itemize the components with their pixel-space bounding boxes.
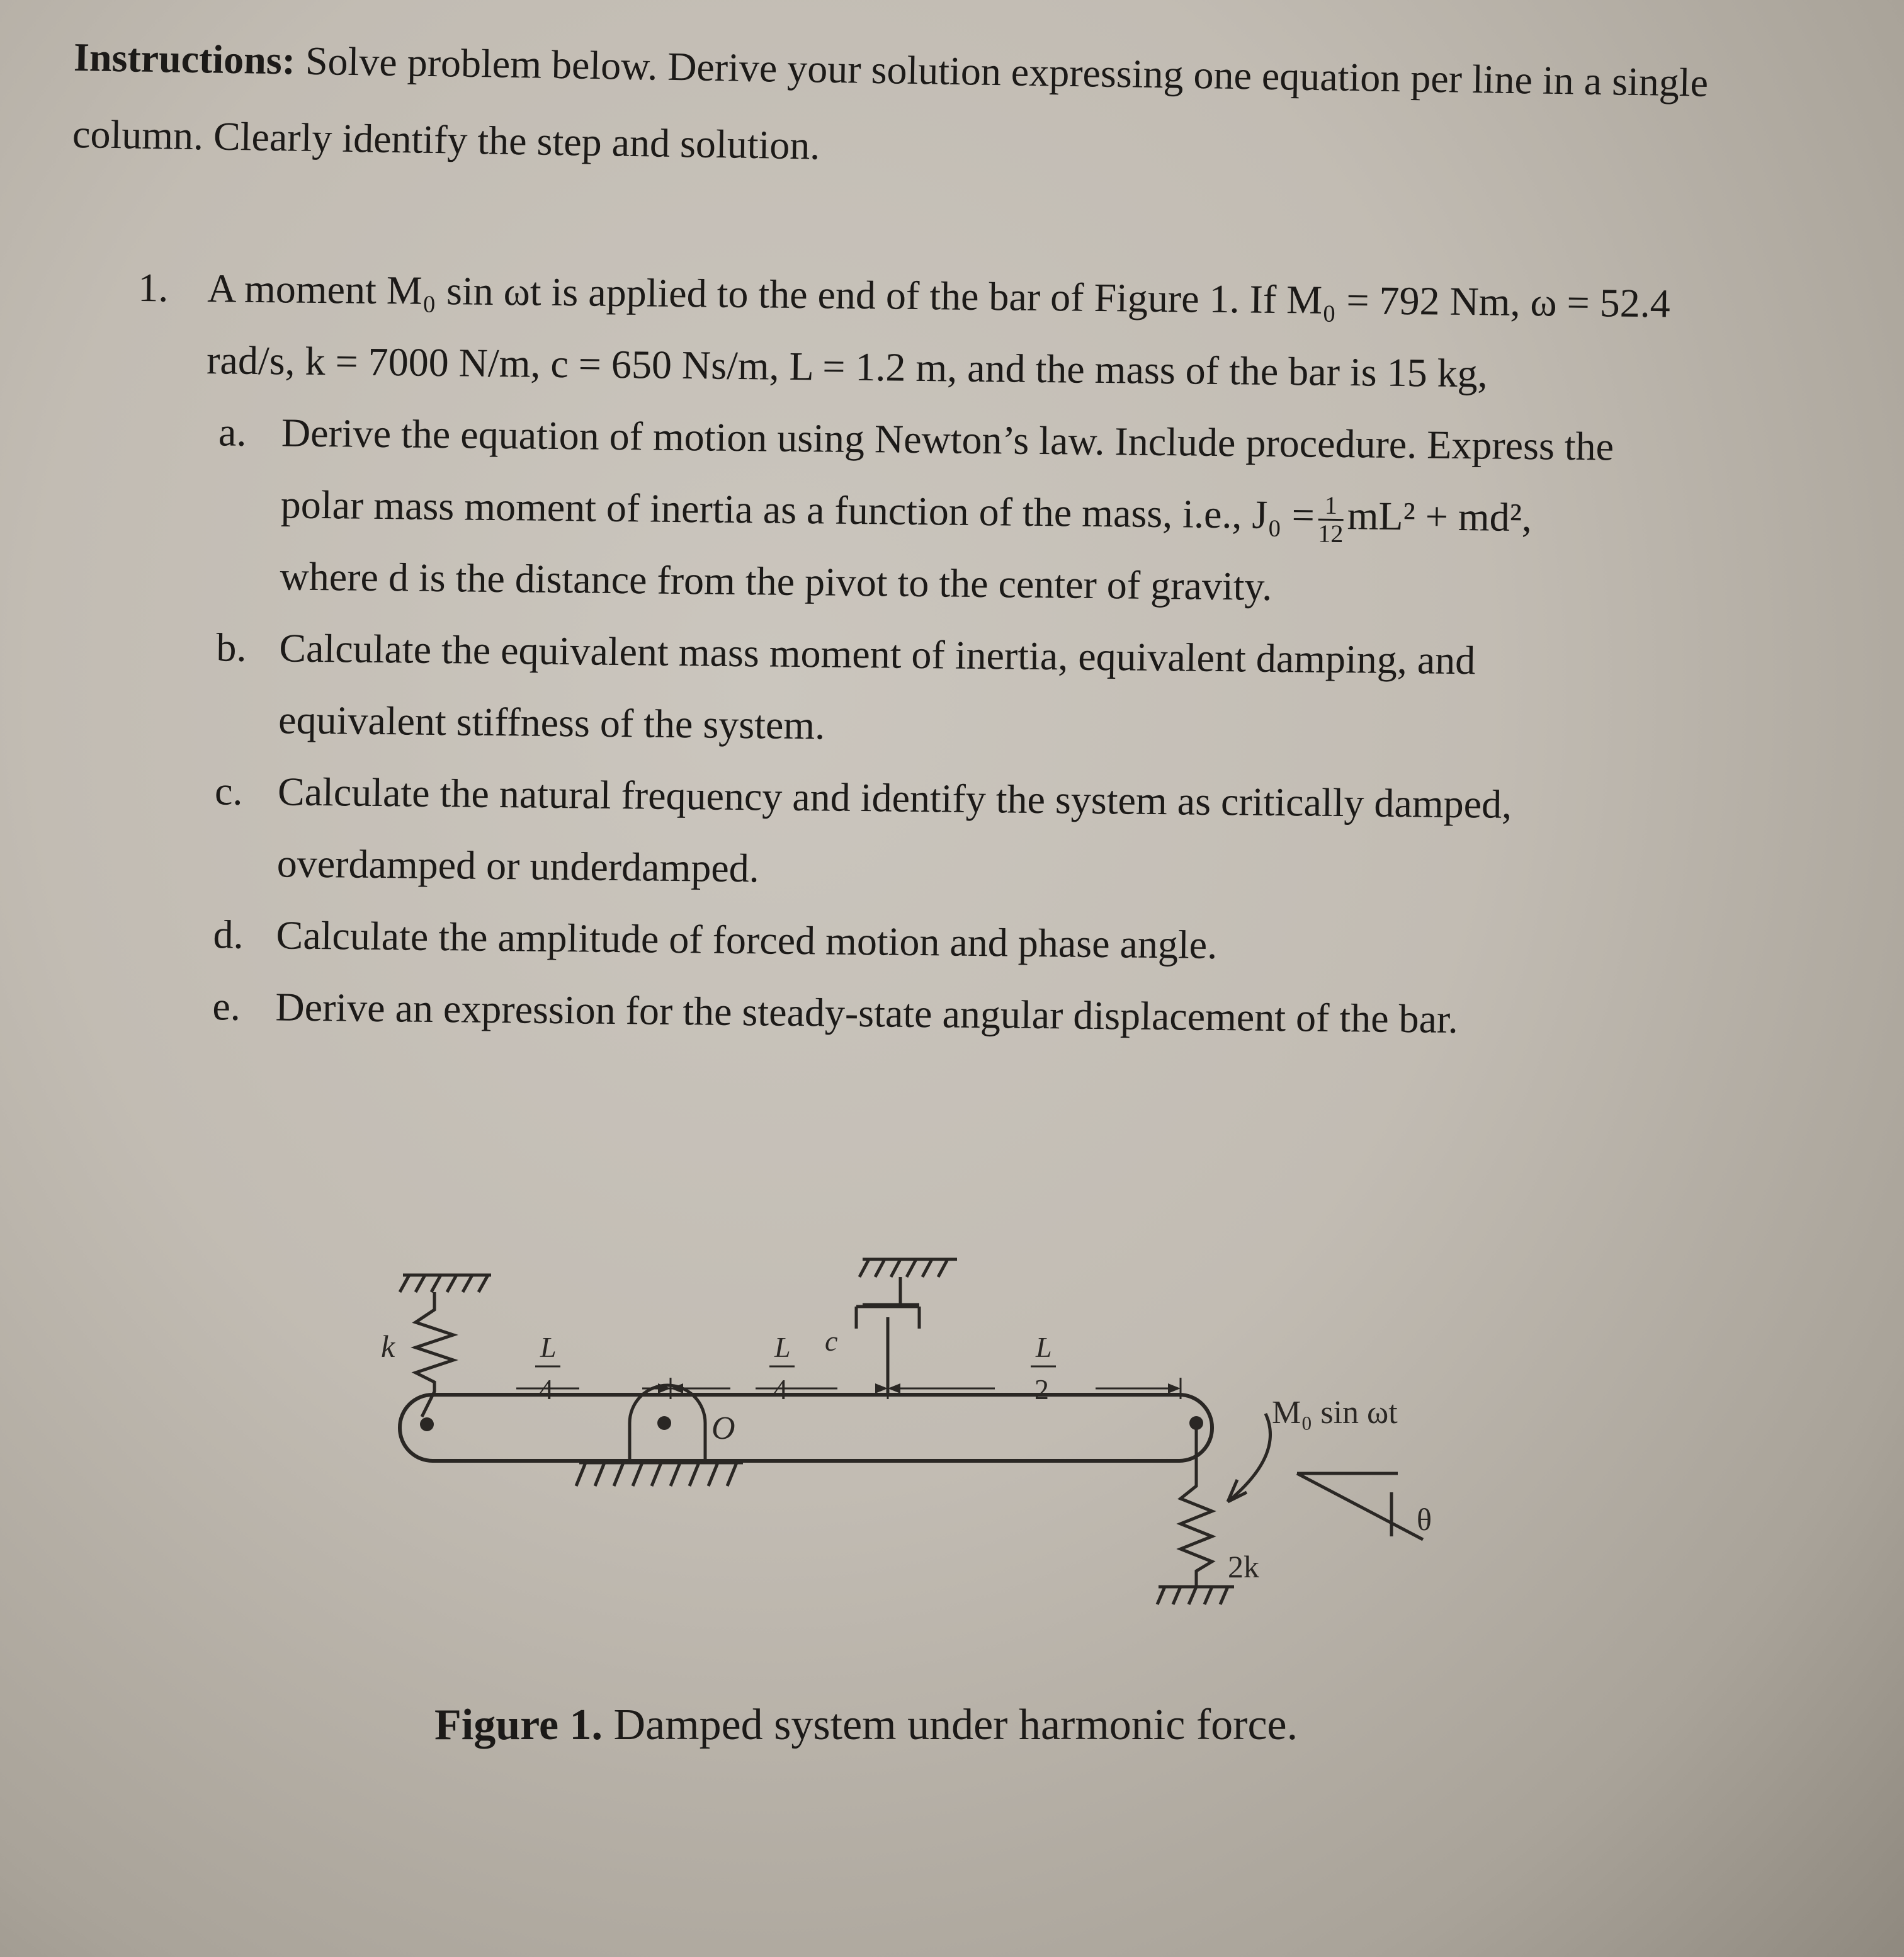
part-b (216, 612, 1721, 771)
label-theta: θ (1417, 1502, 1432, 1537)
part-b-line-2: equivalent stiffness of the system. (278, 697, 825, 748)
part-a-label: a. (218, 409, 247, 455)
label-4-2: 4 (773, 1373, 788, 1405)
part-d-label: d. (213, 912, 244, 957)
pivot-ground-hatch (576, 1463, 737, 1486)
label-2k: 2k (1228, 1549, 1259, 1584)
right-pin (1189, 1416, 1203, 1430)
part-a-line-3: where d is the distance from the pivot to the center of gravity. (280, 553, 1272, 609)
label-moment: M₀ sin ωt (1272, 1395, 1398, 1431)
part-c-line-2: overdamped or underdamped. (276, 841, 760, 891)
part-c-line-1: Calculate the natural frequency and identify the system as critically damped, (277, 769, 1512, 827)
label-L-3: L (1036, 1331, 1052, 1363)
problem-statement-1: A moment M₀ sin ωt is applied to the end of the bar of Figure 1. If M₀ = 792 Nm, ω = 52.4 (207, 266, 1671, 326)
part-b-line-1: Calculate the equivalent mass moment of inertia, equivalent damping, and (279, 625, 1476, 683)
figure-caption-label: Figure 1. (434, 1701, 603, 1749)
label-L-1: L (540, 1331, 557, 1363)
part-a (218, 397, 1723, 627)
label-L-2: L (774, 1331, 791, 1363)
figure-caption (434, 1700, 1298, 1750)
figure-1-diagram (353, 1222, 1486, 1675)
part-e (212, 971, 1718, 1058)
label-k: k (381, 1329, 395, 1364)
fraction-numerator: 1 (1318, 492, 1344, 520)
part-e-line-1: Derive an expression for the steady-state angular displacement of the bar. (275, 984, 1459, 1042)
label-4-1: 4 (539, 1373, 553, 1405)
part-a-text-3: mL² + md², (1347, 493, 1533, 540)
instructions-text: Solve problem below. Derive your solution expressing one equation per line in a single column. Clearly identify the step and solution. (72, 38, 1709, 168)
instructions (72, 19, 1724, 198)
label-c: c (825, 1325, 838, 1357)
label-2: 2 (1034, 1373, 1049, 1405)
theta-indicator (1297, 1473, 1423, 1540)
fraction-denominator: 12 (1318, 519, 1344, 548)
part-d-line-1: Calculate the amplitude of forced motion and phase angle. (276, 912, 1218, 967)
left-pin (420, 1417, 434, 1431)
part-c (214, 756, 1720, 914)
instructions-label: Instructions: (73, 34, 296, 83)
part-a-text-2: polar mass moment of inertia as a function of the mass, i.e., J₀ = (280, 482, 1315, 538)
right-ground-hatch (1157, 1587, 1234, 1604)
figure-caption-text: Damped system under harmonic force. (603, 1701, 1298, 1749)
part-b-label: b. (216, 625, 247, 670)
part-c-label: c. (214, 768, 243, 814)
left-ground-hatch (400, 1275, 491, 1292)
part-e-label: e. (212, 984, 241, 1029)
rigid-bar (400, 1395, 1212, 1461)
label-pivot-O: O (711, 1410, 735, 1446)
problem-1 (130, 252, 1725, 1058)
damper-c (856, 1259, 957, 1395)
problem-statement-2: rad/s, k = 7000 N/m, c = 650 Ns/m, L = 1.2 m, and the mass of the bar is 15 kg, (206, 338, 1488, 396)
pivot-pin (657, 1416, 671, 1430)
problem-number: 1. (138, 264, 169, 310)
fraction-one-twelfth (1318, 492, 1344, 547)
part-a-line-1: Derive the equation of motion using Newton’s law. Include procedure. Express the (281, 410, 1614, 469)
